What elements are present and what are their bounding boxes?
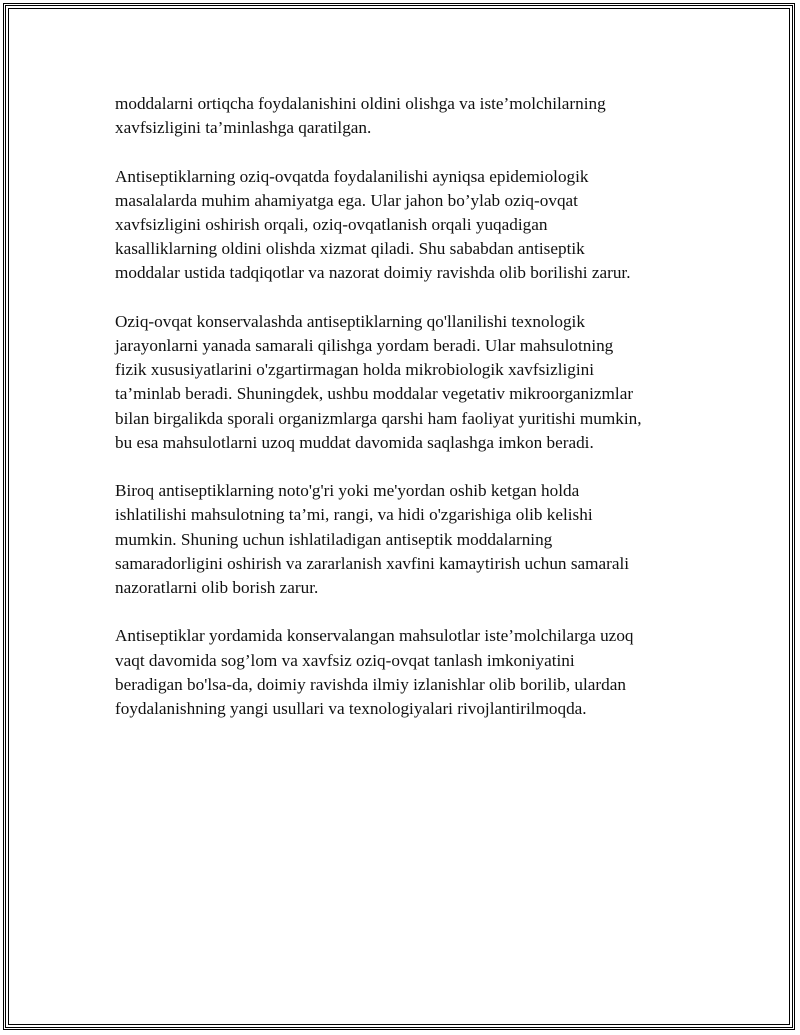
paragraph-5: Antiseptiklar yordamida konservalangan mahsulotlar iste’molchilarga uzoq vaqt davomida sog’lom va xavfsiz oziq-ovqat tanlash imkoniyatini beradigan bo'lsa-da, doimiy ravishda ilmiy izlanishlar olib borilib, ulardan foydalanishning yangi usullari va texnologiyalari rivojlantirilmoqda. — [115, 626, 634, 719]
paragraph-3: Oziq-ovqat konservalashda antiseptiklarning qo'llanilishi texnologik jarayonlarni yanada samarali qilishga yordam beradi. Ular mahsulotning fizik xususiyatlarini o'zgartirmagan holda mikrobiologik xavfsizligini ta’minlab beradi. Shuningdek, ushbu moddalar vegetativ mikroorganizmlar bilan birgalikda sporali organizmlarga qarshi ham faoliyat yuritishi mumkin, bu esa mahsulotlarni uzoq muddat davomida saqlashga imkon beradi. — [115, 311, 642, 452]
paragraph-1: moddalarni ortiqcha foydalanishini oldini olishga va iste’molchilarning xavfsizligini ta’minlashga qaratilgan. — [115, 94, 606, 138]
paragraph-2: Antiseptiklarning oziq-ovqatda foydalanilishi ayniqsa epidemiologik masalalarda muhim ahamiyatga ega. Ular jahon bo’ylab oziq-ovqat xavfsizligini oshirish orqali, oziq-ovqatlanish orqali yuqadigan kasalliklarning oldini olishda xizmat qiladi. Shu sababdan antiseptik moddalar ustida tadqiqotlar va nazorat doimiy ravishda olib borilishi zarur. — [115, 166, 631, 283]
document-body — [115, 92, 705, 745]
paragraph-4: Biroq antiseptiklarning noto'g'ri yoki me'yordan oshib ketgan holda ishlatilishi mahsulotning ta’mi, rangi, va hidi o'zgarishiga olib kelishi mumkin. Shuning uchun ishlatiladigan antiseptik moddalarning samaradorligini oshirish va zararlanish xavfini kamaytirish uchun samarali nazoratlarni olib borish zarur. — [115, 481, 630, 598]
